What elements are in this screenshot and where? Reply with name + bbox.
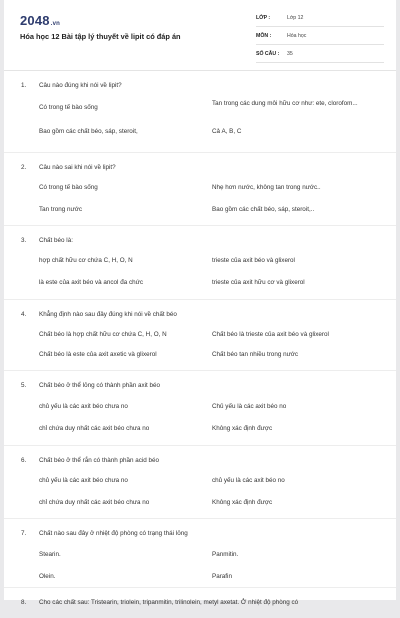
option-c[interactable]: Tan trong nước	[39, 206, 82, 213]
question-item	[4, 79, 396, 152]
option-c[interactable]: Olein.	[39, 573, 56, 580]
option-a[interactable]: Có trong tế bào sống	[39, 104, 98, 111]
question-text: Khẳng định nào sau đây đúng khi nói về chất béo	[39, 311, 177, 318]
document-header	[4, 0, 396, 74]
question-number: 7.	[21, 530, 27, 537]
question-text: Câu nào đúng khi nói về lipit?	[39, 82, 122, 89]
meta-value: Lớp 12	[287, 15, 304, 21]
option-a[interactable]: chủ yếu là các axit béo chưa no	[39, 477, 128, 484]
option-a[interactable]: chủ yếu là các axit béo chưa no	[39, 403, 128, 410]
option-b[interactable]: trieste của axit béo và glixerol	[212, 257, 295, 264]
meta-key: MÔN :	[256, 33, 272, 39]
question-number: 6.	[21, 457, 27, 464]
question-text: Chất nào sau đây ở nhiệt độ phòng có trạng thái lỏng	[39, 530, 188, 537]
question-text: Chất béo ở thể rắn có thành phần acid béo	[39, 457, 160, 464]
question-header	[4, 454, 396, 468]
option-a[interactable]: Stearin.	[39, 551, 61, 558]
header-divider	[4, 70, 396, 71]
question-header	[4, 379, 396, 393]
question-number: 5.	[21, 382, 27, 389]
option-d[interactable]: trieste của axit hữu cơ và glixerol	[212, 279, 305, 286]
option-b[interactable]: Nhẹ hơn nước, không tan trong nước..	[212, 184, 321, 191]
question-header	[4, 161, 396, 175]
option-d[interactable]: Parafin	[212, 573, 232, 580]
question-item	[4, 588, 396, 618]
question-text: Câu nào sai khi nói về lipit?	[39, 164, 116, 171]
logo-text: 2048	[20, 13, 50, 28]
option-b[interactable]: Chất béo là trieste của axit béo và glixerol	[212, 331, 329, 338]
option-d[interactable]: Chất béo tan nhiều trong nước	[212, 351, 299, 358]
meta-subject	[256, 30, 384, 45]
question-header	[4, 308, 396, 322]
option-d[interactable]: Không xác định được	[212, 499, 273, 506]
question-item	[4, 519, 396, 587]
option-b[interactable]: Tan trong các dung môi hữu cơ như: ete, clorofom...	[212, 100, 358, 107]
option-c[interactable]: Bao gồm các chất béo, sáp, steroit,	[39, 128, 138, 135]
meta-class	[256, 12, 384, 27]
logo-suffix: .vn	[50, 21, 61, 27]
option-a[interactable]: hợp chất hữu cơ chứa C, H, O, N	[39, 257, 133, 264]
site-logo[interactable]	[20, 13, 60, 28]
question-item	[4, 226, 396, 299]
document-page	[4, 0, 396, 606]
option-b[interactable]: Chủ yếu là các axit béo no	[212, 403, 287, 410]
question-number: 3.	[21, 237, 27, 244]
option-c[interactable]: là este của axit béo và ancol đa chức	[39, 279, 143, 286]
question-number: 1.	[21, 82, 27, 89]
question-item	[4, 153, 396, 225]
option-c[interactable]: Chất béo là este của axit axetic và glixerol	[39, 351, 157, 358]
option-a[interactable]: Chất béo là hợp chất hữu cơ chứa C, H, O, N	[39, 331, 167, 338]
option-d[interactable]: Bao gồm các chất béo, sáp, steroit,..	[212, 206, 315, 213]
question-header	[4, 79, 396, 93]
meta-key: LỚP :	[256, 15, 271, 21]
meta-value: 35	[287, 51, 293, 57]
question-text: Cho các chất sau: Tristearin, triolein, tripanmitin, trilinolein, metyl axetat. Ở nhiệt độ phòng có	[39, 599, 299, 606]
question-header	[4, 596, 396, 610]
option-d[interactable]: Không xác định được	[212, 425, 273, 432]
option-b[interactable]: Panmitin.	[212, 551, 239, 558]
meta-count	[256, 48, 384, 63]
question-item	[4, 371, 396, 445]
question-text: Chất béo ở thể lỏng có thành phần axit béo	[39, 382, 161, 389]
page-title: Hóa học 12 Bài tập lý thuyết về lipit có đáp án	[20, 32, 181, 41]
question-list	[4, 79, 396, 618]
question-header	[4, 234, 396, 248]
option-d[interactable]: Cả A, B, C	[212, 128, 242, 135]
option-c[interactable]: chỉ chứa duy nhất các axit béo chưa no	[39, 425, 150, 432]
option-c[interactable]: chỉ chứa duy nhất các axit béo chưa no	[39, 499, 150, 506]
question-text: Chất béo là:	[39, 237, 73, 244]
document-meta	[256, 12, 384, 66]
meta-key: SỐ CÂU :	[256, 51, 280, 57]
meta-value: Hóa học	[287, 33, 307, 39]
question-number: 4.	[21, 311, 27, 318]
question-item	[4, 300, 396, 370]
question-number: 2.	[21, 164, 27, 171]
option-b[interactable]: chủ yếu là các axit béo no	[212, 477, 285, 484]
question-item	[4, 446, 396, 518]
question-header	[4, 527, 396, 541]
question-number: 8.	[21, 599, 27, 606]
option-a[interactable]: Có trong tế bào sống	[39, 184, 98, 191]
